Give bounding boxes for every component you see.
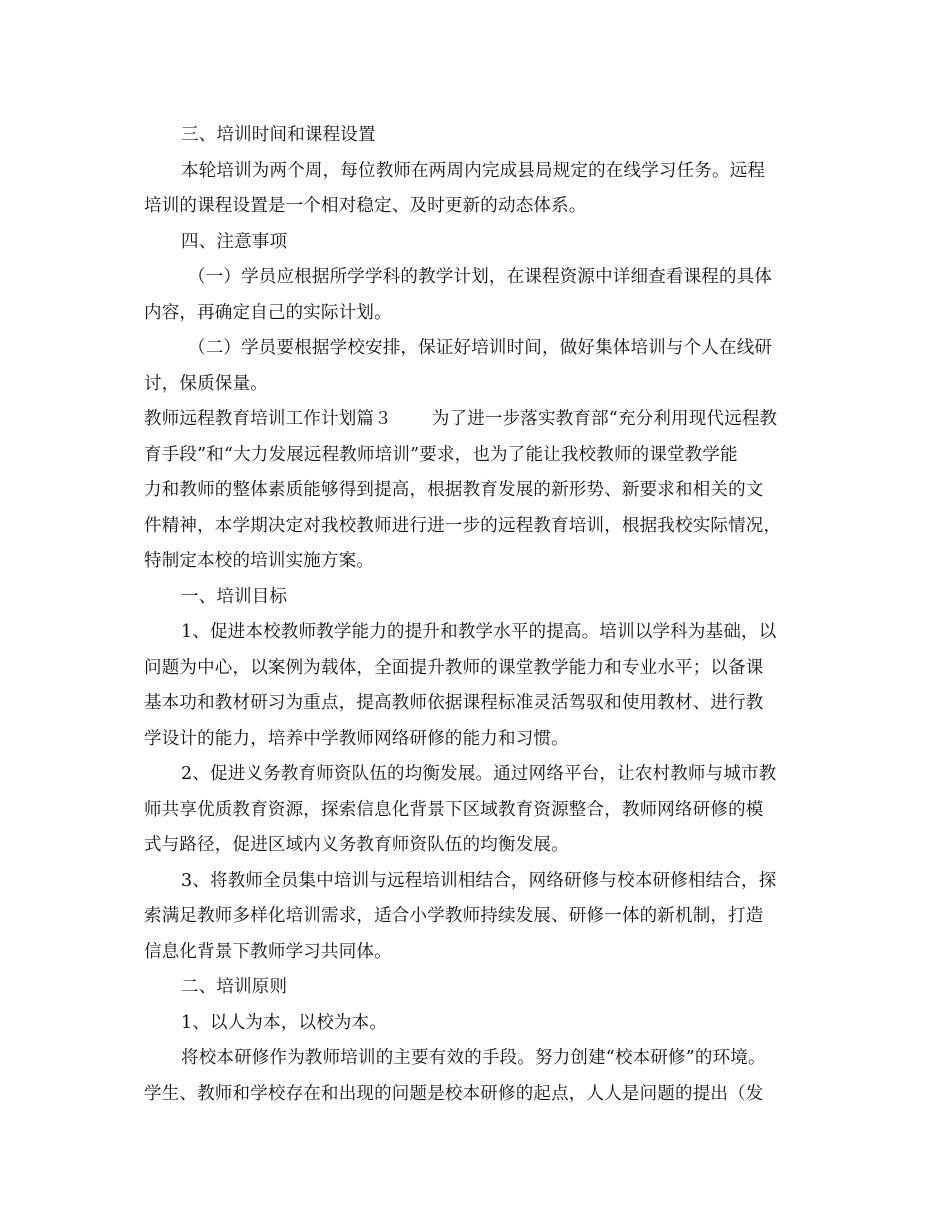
paragraph-line: 基本功和教材研习为重点，提高教师依据课程标准灵活驾驭和使用教材、进行教 bbox=[144, 693, 764, 713]
paragraph-line: 师共享优质教育资源，探索信息化背景下区域教育资源整合，教师网络研修的模 bbox=[144, 799, 764, 820]
paragraph-line: 育手段”和“大力发展远程教师培训”要求，也为了能让我校教师的课堂教学能 bbox=[144, 444, 738, 465]
paragraph-line: （一）学员应根据所学学科的教学计划，在课程资源中详细查看课程的具体 bbox=[188, 267, 773, 287]
paragraph-line: 将校本研修作为教师培训的主要有效的手段。努力创建“校本研修”的环境。 bbox=[181, 1048, 766, 1068]
paragraph-line: 索满足教师多样化培训需求，适合小学教师持续发展、研修一体的新机制，打造 bbox=[144, 906, 764, 926]
paragraph-line: 问题为中心，以案例为载体，全面提升教师的课堂教学能力和专业水平；以备课 bbox=[144, 657, 764, 678]
section-heading: 一、培训目标 bbox=[181, 586, 288, 607]
paragraph-line: 力和教师的整体素质能够得到提高，根据教育发展的新形势、新要求和相关的文 bbox=[144, 480, 764, 500]
paragraph-line: 3、将教师全员集中培训与远程培训相结合，网络研修与校本研修相结合，探 bbox=[181, 870, 777, 891]
paragraph-line: 学生、教师和学校存在和出现的问题是校本研修的起点，人人是问题的提出（发 bbox=[144, 1083, 764, 1104]
article-title-line bbox=[144, 402, 810, 438]
paragraph-line: 式与路径，促进区域内义务教育师资队伍的均衡发展。 bbox=[144, 835, 569, 855]
paragraph-line: 内容，再确定自己的实际计划。 bbox=[144, 302, 392, 323]
paragraph-line: 件精神，本学期决定对我校教师进行进一步的远程教育培训，根据我校实际情况， bbox=[144, 515, 782, 536]
paragraph-line: 学设计的能力，培养中学教师网络研修的能力和习惯。 bbox=[144, 728, 569, 749]
paragraph-line: 为了进一步落实教育部“充分利用现代远程教 bbox=[431, 409, 778, 429]
paragraph-line: 特制定本校的培训实施方案。 bbox=[144, 551, 375, 571]
paragraph-line: 讨，保质保量。 bbox=[144, 373, 268, 394]
paragraph-line: 本轮培训为两个周，每位教师在两周内完成县局规定的在线学习任务。远程 bbox=[181, 160, 766, 181]
paragraph-line: （二）学员要根据学校安排，保证好培训时间，做好集体培训与个人在线研 bbox=[188, 338, 773, 358]
paragraph-line: 1、促进本校教师教学能力的提升和教学水平的提高。培训以学科为基础，以 bbox=[181, 622, 777, 642]
paragraph-line: 信息化背景下教师学习共同体。 bbox=[144, 941, 392, 962]
paragraph-line: 1、以人为本，以校为本。 bbox=[181, 1012, 388, 1033]
article-title: 教师远程教育培训工作计划篇３ bbox=[144, 409, 392, 429]
section-heading: 二、培训原则 bbox=[181, 977, 288, 997]
section-heading: 四、注意事项 bbox=[181, 231, 288, 252]
document-body bbox=[144, 118, 810, 1112]
paragraph-line: 培训的课程设置是一个相对稳定、及时更新的动态体系。 bbox=[144, 196, 587, 216]
section-heading: 三、培训时间和课程设置 bbox=[181, 125, 376, 145]
paragraph-line: 2、促进义务教育师资队伍的均衡发展。通过网络平台，让农村教师与城市教 bbox=[181, 764, 777, 784]
